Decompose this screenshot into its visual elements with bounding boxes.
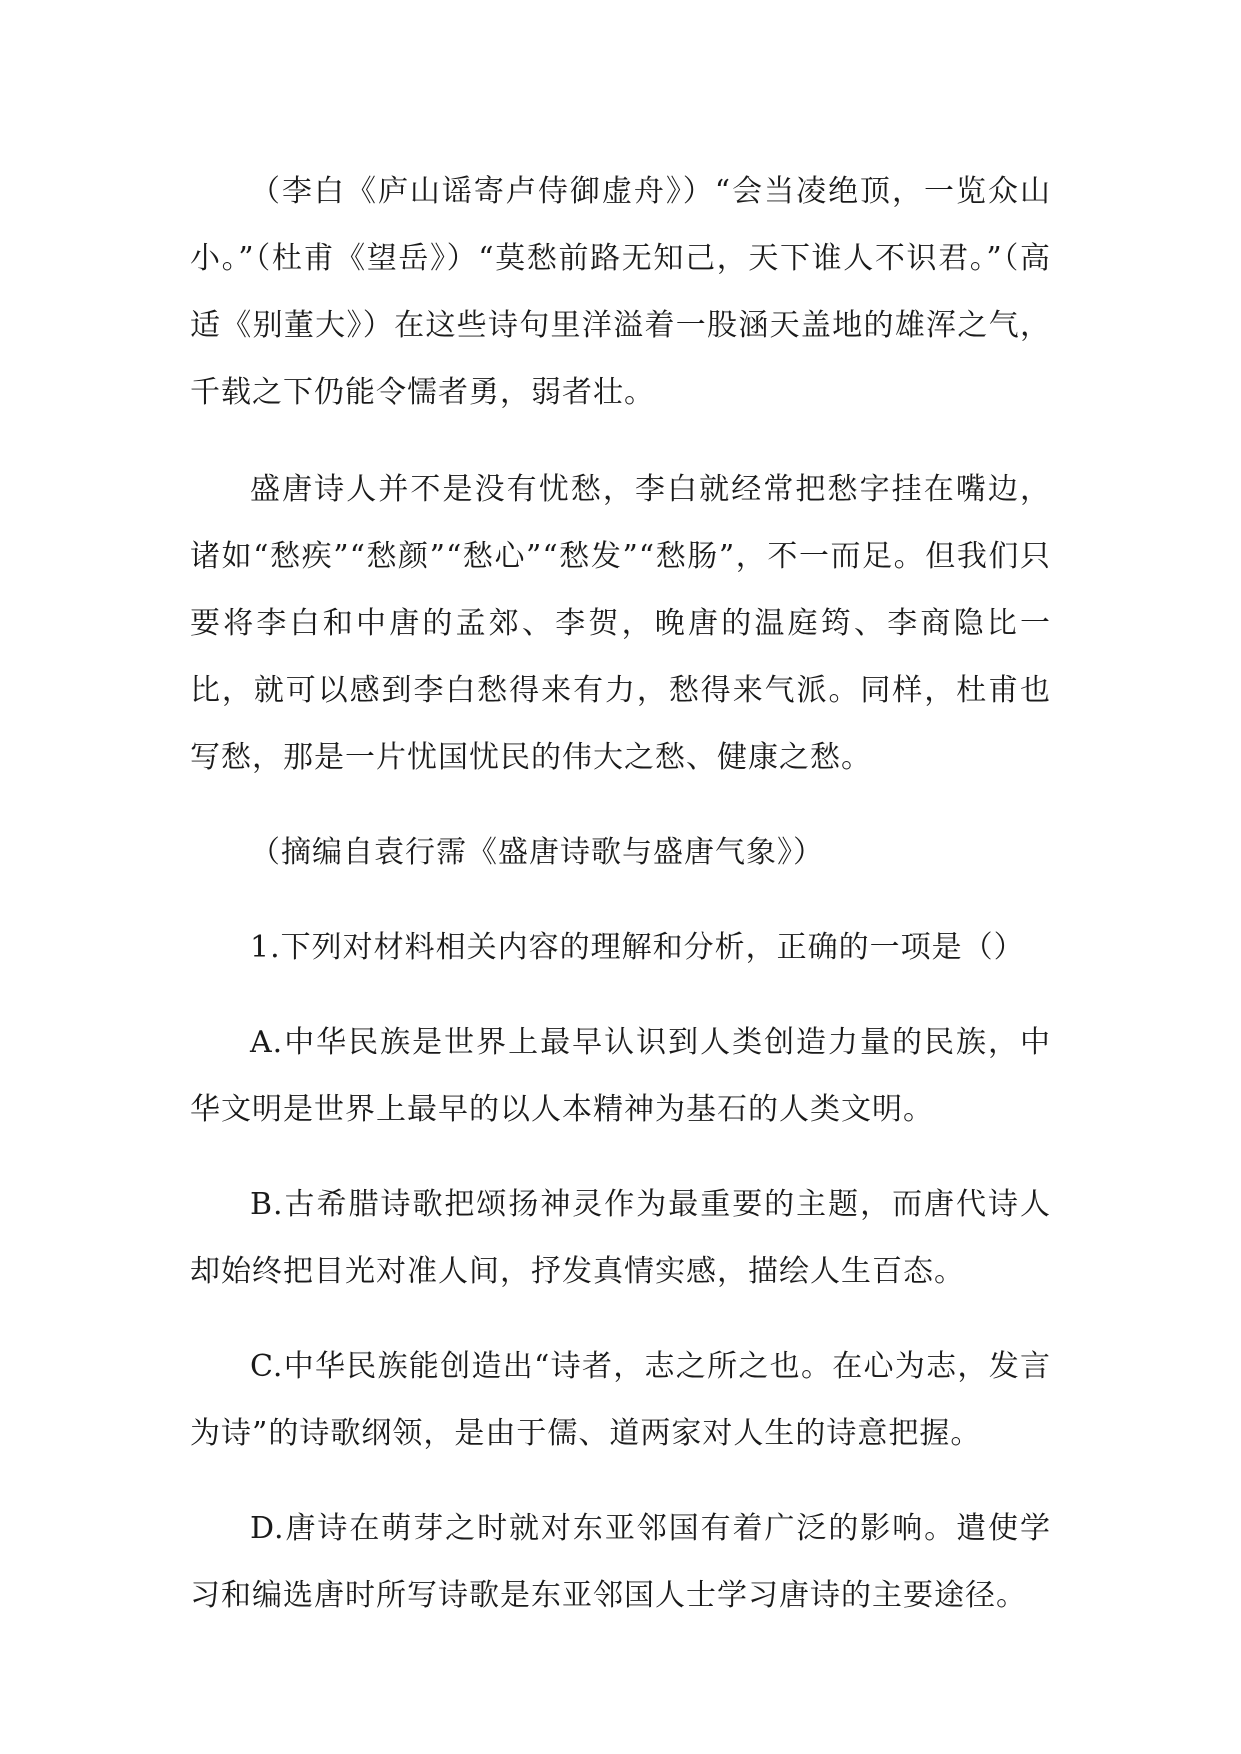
question-stem: 1.下列对材料相关内容的理解和分析，正确的一项是（） — [250, 930, 1025, 965]
paragraph-poems: （李白《庐山谣寄卢侍御虚舟》）“会当凌绝顶，一览众山小。”（杜甫《望岳》）“莫愁前路无知己，天下谁人不识君。”（高适《别董大》）在这些诗句里洋溢着一股涵天盖地的雄浑之气，千载之下仍能令懦者勇，弱者壮。 — [190, 174, 1051, 410]
option-d: D.唐诗在萌芽之时就对东亚邻国有着广泛的影响。遣使学习和编选唐时所写诗歌是东亚邻国人士学习唐诗的主要途径。 — [190, 1511, 1051, 1613]
paragraph-sorrow: 盛唐诗人并不是没有忧愁，李白就经常把愁字挂在嘴边，诸如“愁疾”“愁颜”“愁心”“愁发”“愁肠”，不一而足。但我们只要将李白和中唐的孟郊、李贺，晚唐的温庭筠、李商隐比一比，就可以感到李白愁得来有力，愁得来气派。同样，杜甫也写愁，那是一片忧国忧民的伟大之愁、健康之愁。 — [190, 472, 1051, 775]
option-a: A.中华民族是世界上最早认识到人类创造力量的民族，中华文明是世界上最早的以人本精神为基石的人类文明。 — [190, 1025, 1051, 1127]
source-citation: （摘编自袁行霈《盛唐诗歌与盛唐气象》） — [250, 835, 824, 870]
option-b: B.古希腊诗歌把颂扬神灵作为最重要的主题，而唐代诗人却始终把目光对准人间，抒发真情实感，描绘人生百态。 — [190, 1187, 1051, 1289]
option-c: C.中华民族能创造出“诗者，志之所之也。在心为志，发言为诗”的诗歌纲领，是由于儒、道两家对人生的诗意把握。 — [190, 1349, 1051, 1451]
